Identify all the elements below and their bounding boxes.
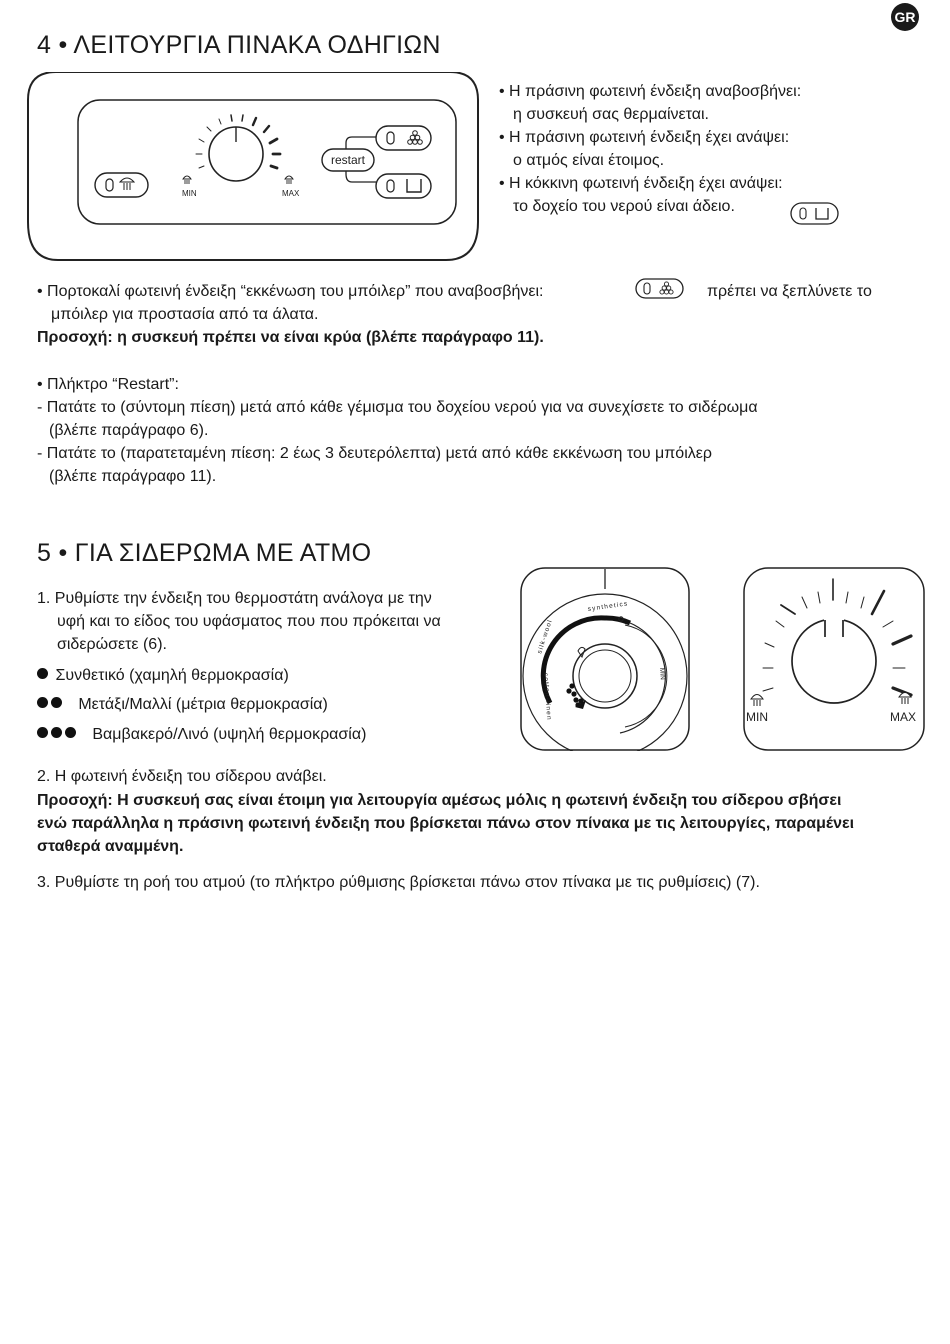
language-badge: GR	[891, 3, 919, 31]
indicator-1-line-2: η συσκευή σας θερμαίνεται.	[513, 106, 709, 123]
setting-cotton-linen: Βαμβακερό/Λινό (υψηλή θερμοκρασία)	[37, 723, 366, 746]
boiler-icon	[635, 278, 685, 300]
caution-cold-device: Προσοχή: η συσκευή πρέπει να είναι κρύα (βλέπε παράγραφο 11).	[37, 329, 544, 346]
indicator-explanations	[499, 80, 919, 218]
restart-short-press: - Πατάτε το (σύντομη πίεση) μετά από κάθε γέμισμα του δοχείου νερού για να συνεχίσετε το σιδέρωμα	[37, 399, 758, 416]
orange-indicator-action: πρέπει να ξεπλύνετε το	[707, 283, 872, 300]
control-panel-illustration	[26, 72, 486, 264]
orange-indicator-reason: μπόιλερ για προστασία από τα άλατα.	[51, 306, 319, 323]
iron-thermostat-dial-illustration	[520, 567, 690, 751]
setting-silk-wool: Μετάξι/Μαλλί (μέτρια θερμοκρασία)	[37, 693, 328, 716]
panel-restart-label: restart	[330, 153, 366, 167]
three-dot-icon	[37, 727, 48, 738]
dial2-max-label: MAX	[890, 710, 917, 724]
dial-label-silk-wool: silk-wool	[536, 618, 554, 655]
indicator-1-line-1: • Η πράσινη φωτεινή ένδειξη αναβοσβήνει:	[499, 83, 802, 100]
caution-2-line-2: ενώ παράλληλα η πράσινη φωτεινή ένδειξη που βρίσκεται πάνω στον πίνακα με τις λειτουργίες, παραμένει	[37, 815, 855, 832]
step-1-line-2: υφή και το είδος του υφάσματος που που πρόκειται να	[57, 613, 441, 630]
section-4-title: 4 • ΛΕΙΤΟΥΡΓΙΑ ΠΙΝΑΚΑ ΟΔΗΓΙΩΝ	[37, 31, 441, 59]
restart-title: • Πλήκτρο “Restart”:	[37, 376, 179, 393]
step-1-line-1: 1. Ρυθμίστε την ένδειξη του θερμοστάτη ανάλογα με την	[37, 590, 432, 607]
step-3: 3. Ρυθμίστε τη ροή του ατμού (το πλήκτρο ρύθμισης βρίσκεται πάνω στον πίνακα με τις ρυθμίσεις) (7).	[37, 874, 760, 891]
restart-long-press-ref: (βλέπε παράγραφο 11).	[49, 468, 217, 485]
step-2: 2. Η φωτεινή ένδειξη του σίδερου ανάβει.	[37, 768, 327, 785]
two-dot-icon	[37, 697, 48, 708]
step-1-line-3: σιδερώσετε (6).	[57, 636, 167, 653]
indicator-2-line-1: • Η πράσινη φωτεινή ένδειξη έχει ανάψει:	[499, 129, 790, 146]
orange-indicator-text: • Πορτοκαλί φωτεινή ένδειξη “εκκένωση του μπόιλερ” που αναβοσβήνει:	[37, 283, 544, 300]
dial-label-synthetics: synthetics	[587, 600, 629, 613]
water-tank-icon	[790, 202, 840, 226]
one-dot-icon	[37, 668, 48, 679]
restart-long-press: - Πατάτε το (παρατεταμένη πίεση: 2 έως 3 δευτερόλεπτα) μετά από κάθε εκκένωση του μπόιλερ	[37, 445, 712, 462]
indicator-3-line-1: • Η κόκκινη φωτεινή ένδειξη έχει ανάψει:	[499, 175, 783, 192]
panel-min-label: MIN	[182, 189, 197, 198]
panel-max-label: MAX	[282, 189, 300, 198]
indicator-3-line-2: το δοχείο του νερού είναι άδειο.	[513, 198, 735, 215]
caution-2-line-1: Προσοχή: Η συσκευή σας είναι έτοιμη για λειτουργία αμέσως μόλις η φωτεινή ένδειξη του σίδερου σβήσει	[37, 792, 842, 809]
indicator-2-line-2: ο ατμός είναι έτοιμος.	[513, 152, 665, 169]
dial2-min-label: MIN	[746, 710, 768, 724]
caution-2-line-3: σταθερά αναμμένη.	[37, 838, 184, 855]
dial-label-min: MIN	[658, 667, 666, 681]
step-1	[37, 587, 512, 656]
dial-label-cotton-linen: cotton-linen	[542, 672, 553, 722]
temperature-dial-illustration	[743, 567, 925, 751]
section-5-title: 5 • ΓΙΑ ΣΙΔΕΡΩΜΑ ΜΕ ΑΤΜΟ	[37, 539, 372, 567]
setting-synthetic: Συνθετικό (χαμηλή θερμοκρασία)	[37, 664, 289, 687]
restart-short-press-ref: (βλέπε παράγραφο 6).	[49, 422, 209, 439]
